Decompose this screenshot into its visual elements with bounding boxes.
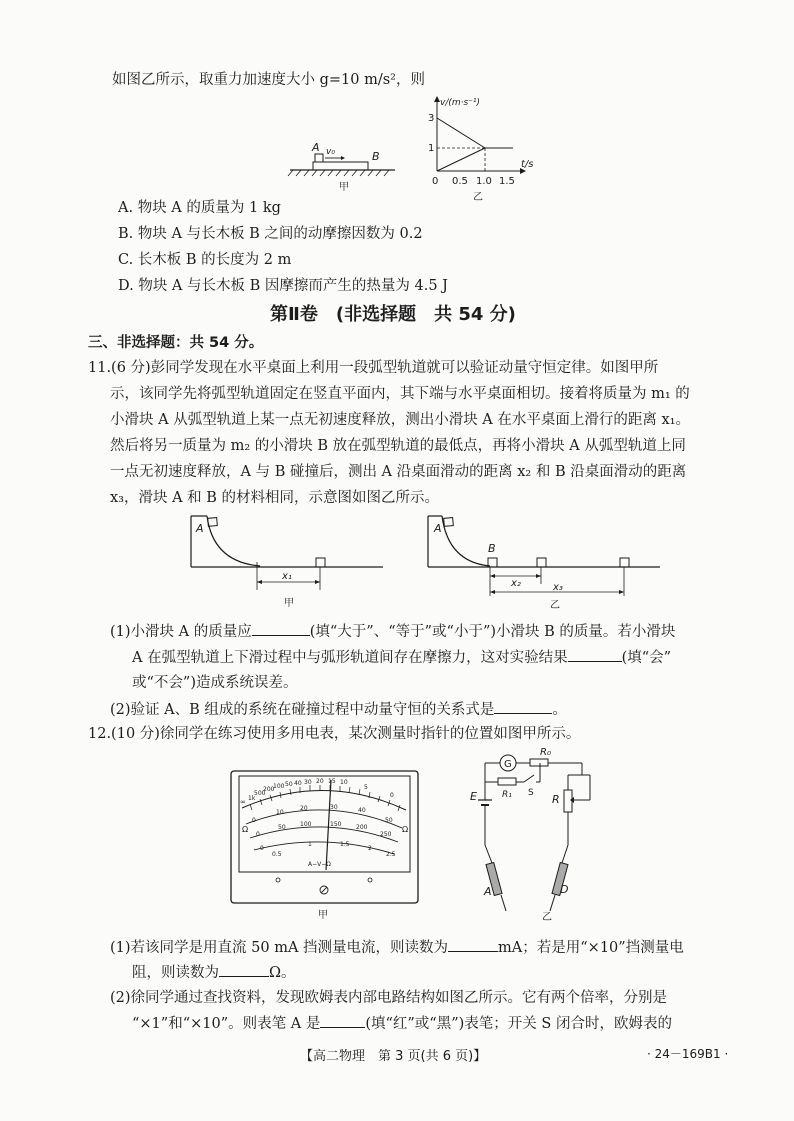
- meter-dc-b-50: 50: [278, 824, 286, 831]
- q12-part1-line1: (1)若该同学是用直流 50 mA 挡测量电流，则读数为 mA；若是用“×10”挡测量电: [110, 937, 684, 958]
- meter-dc-a-0: 0: [252, 817, 256, 824]
- q10-intro: 如图乙所示，取重力加速度大小 g=10 m/s²，则: [112, 72, 425, 88]
- q12-part1-line2: 阻，则读数为 Ω。: [132, 962, 296, 983]
- q11-left-label-A: A: [196, 522, 204, 535]
- q10-label-v0: v₀: [326, 147, 335, 157]
- q11-part1-line1: (1)小滑块 A 的质量应 (填“大于”、“等于”或“小于”)小滑块 B 的质量。若小滑块: [110, 621, 675, 642]
- part2-title: 第Ⅱ卷 (非选择题 共 54 分): [270, 304, 516, 325]
- circuit-label-R: R: [552, 793, 560, 806]
- meter-dc-b-200: 200: [356, 824, 368, 831]
- q10-graph-xlabel: t/s: [521, 159, 534, 170]
- q12-part2-line2: “×1”和“×10”。则表笔 A 是 (填“红”或“黑”)表笔；开关 S 闭合时，欧姆表的: [132, 1013, 672, 1034]
- meter-ac-1: 1: [308, 841, 312, 848]
- meter-dc-b-100: 100: [300, 821, 312, 828]
- q11-answer-blank-2[interactable]: [568, 647, 622, 662]
- q11-right-label-B: B: [488, 542, 496, 555]
- q10-label-B: B: [372, 150, 380, 163]
- q12-answer-blank-2[interactable]: [219, 962, 269, 977]
- meter-ohm-15: 15: [328, 778, 336, 785]
- meter-ohm-500: 500: [254, 790, 266, 797]
- meter-dc-b-250: 250: [380, 831, 392, 838]
- meter-dc-a-30: 30: [330, 804, 338, 811]
- meter-dc-a-40: 40: [358, 807, 366, 814]
- q11-part1-line2: A 在弧型轨道上下滑过程中与弧形轨道间存在摩擦力，这对实验结果 (填“会”: [132, 647, 671, 668]
- q12-answer-blank-3[interactable]: [320, 1013, 365, 1028]
- q12-figure-multimeter: [230, 770, 420, 920]
- q11-line-4: 然后将另一质量为 m₂ 的小滑块 B 放在弧型轨道的最低点，再将小滑块 A 从弧型轨道上同: [110, 438, 686, 454]
- q11-answer-blank-3[interactable]: [494, 699, 552, 714]
- q10-option-c: C. 长木板 B 的长度为 2 m: [118, 252, 292, 268]
- q11-line-2: 示，该同学先将弧型轨道固定在竖直平面内，其下端与水平桌面相切。接着将质量为 m₁ 的: [110, 386, 690, 402]
- meter-ac-2: 2: [368, 845, 372, 852]
- circuit-label-S: S: [528, 788, 534, 798]
- meter-ac-15: 1.5: [340, 841, 350, 848]
- q12-answer-blank-1[interactable]: [448, 937, 498, 952]
- q10-caption-jia: 甲: [339, 182, 349, 193]
- q11-figure-track-single: [185, 510, 385, 610]
- circuit-label-D: D: [560, 883, 569, 896]
- q11-left-caption: 甲: [284, 598, 294, 609]
- meter-ohm-100: 100: [273, 783, 285, 790]
- q11-left-label-x1: x₁: [282, 571, 292, 582]
- meter-ohm-10: 10: [340, 779, 348, 786]
- circuit-label-G: G: [504, 759, 512, 770]
- meter-center-label: A−V−Ω: [308, 861, 331, 868]
- circuit-label-R0: R₀: [540, 747, 551, 758]
- meter-ac-0: 0: [260, 845, 264, 852]
- q11-right-label-x2: x₂: [511, 578, 521, 589]
- meter-ohm-20: 20: [316, 778, 324, 785]
- q11-line-3: 小滑块 A 从弧型轨道上某一点无初速度释放，测出小滑块 A 在水平桌面上滑行的距离 x₁。: [110, 412, 690, 428]
- meter-ohm-200: 200: [263, 786, 275, 793]
- q10-graph-ytick-1: 1: [428, 143, 435, 154]
- circuit-label-A: A: [484, 885, 492, 898]
- q10-graph-xtick-15: 1.5: [499, 176, 515, 187]
- q10-option-b: B. 物块 A 与长木板 B 之间的动摩擦因数为 0.2: [118, 226, 423, 242]
- meter-ohm-30: 30: [304, 779, 312, 786]
- q12-figure-ohmmeter-circuit: [470, 745, 610, 923]
- q10-figure-block-board: [285, 140, 405, 200]
- meter-ohm-inf: ∞: [240, 798, 246, 806]
- q10-figure-vt-graph: [425, 96, 545, 206]
- meter-dc-b-0: 0: [256, 831, 260, 838]
- section3-title: 三、非选择题：共 54 分。: [88, 335, 264, 351]
- meter-ohm-5: 5: [364, 784, 368, 791]
- meter-symbol-right: Ω: [402, 825, 409, 834]
- q11-right-caption: 乙: [550, 600, 560, 611]
- q10-option-d: D. 物块 A 与长木板 B 因摩擦而产生的热量为 4.5 J: [118, 278, 448, 294]
- meter-ac-05: 0.5: [272, 851, 282, 858]
- meter-dc-a-50: 50: [385, 817, 393, 824]
- meter-dc-a-10: 10: [276, 809, 284, 816]
- meter-symbol-left: Ω: [242, 825, 249, 834]
- q11-right-label-A: A: [434, 522, 442, 535]
- q11-right-label-x3: x₃: [553, 582, 563, 593]
- footer-code: · 24－169B1 ·: [647, 1047, 729, 1061]
- circuit-caption: 乙: [542, 912, 552, 923]
- q10-option-a: A. 物块 A 的质量为 1 kg: [118, 200, 281, 216]
- q10-graph-xtick-0: 0: [432, 176, 439, 187]
- meter-dc-a-20: 20: [300, 805, 308, 812]
- q10-graph-xtick-05: 0.5: [452, 176, 468, 187]
- q10-graph-xtick-10: 1.0: [476, 176, 492, 187]
- q10-graph-ytick-3: 3: [428, 113, 435, 124]
- q11-part2-line: (2)验证 A、B 组成的系统在碰撞过程中动量守恒的关系式是 。: [110, 699, 567, 720]
- meter-caption: 甲: [318, 910, 328, 921]
- circuit-label-E: E: [470, 790, 477, 803]
- q12-part2-line1: (2)徐同学通过查找资料，发现欧姆表内部电路结构如图乙所示。它有两个倍率，分别是: [110, 990, 668, 1006]
- meter-dc-b-150: 150: [330, 821, 342, 828]
- q11-line-5: 一点无初速度释放，A 与 B 碰撞后，测出 A 沿桌面滑动的距离 x₂ 和 B 沿桌面滑动的距离: [110, 464, 687, 480]
- meter-ac-25: 2.5: [386, 851, 396, 858]
- q11-part1-line3: 或“不会”)造成系统误差。: [132, 675, 298, 691]
- meter-ohm-0: 0: [390, 792, 394, 799]
- q11-figure-track-collision: [422, 510, 662, 610]
- q12-intro: 12.(10 分)徐同学在练习使用多用电表，某次测量时指针的位置如图甲所示。: [88, 726, 581, 742]
- meter-ohm-40: 40: [294, 780, 302, 787]
- meter-ohm-1k: 1k: [248, 795, 256, 802]
- q11-line-6: x₃，滑块 A 和 B 的材料相同，示意图如图乙所示。: [110, 490, 440, 506]
- meter-ohm-50: 50: [285, 781, 293, 788]
- q10-caption-yi: 乙: [473, 192, 483, 203]
- q11-answer-blank-1[interactable]: [252, 621, 310, 636]
- q10-graph-ylabel: v/(m·s⁻¹): [440, 98, 481, 108]
- q10-label-A: A: [312, 141, 320, 154]
- q11-line-1: 11.(6 分)彭同学发现在水平桌面上利用一段弧型轨道就可以验证动量守恒定律。如图甲所: [88, 360, 659, 376]
- footer-page-info: 【高二物理 第 3 页(共 6 页)】: [300, 1049, 487, 1064]
- circuit-label-R1: R₁: [502, 790, 512, 800]
